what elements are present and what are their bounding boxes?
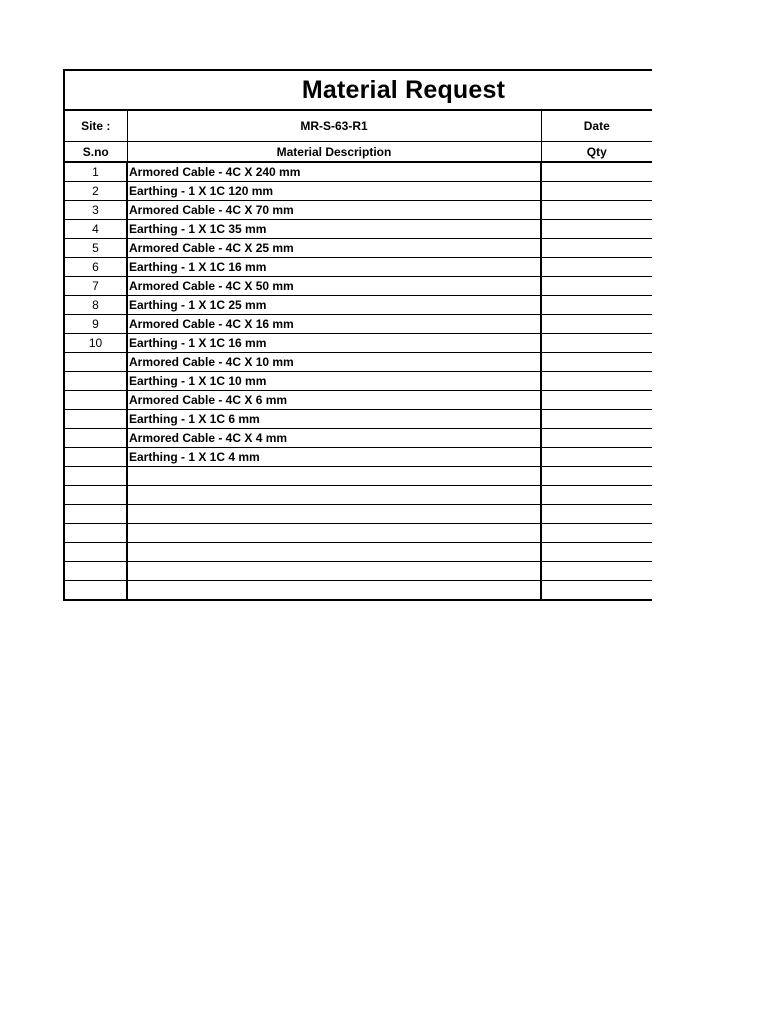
row-qty-cell[interactable] [541, 201, 652, 220]
row-description: Earthing - 1 X 1C 120 mm [127, 182, 541, 201]
page-title: Material Request [301, 75, 506, 104]
row-qty-cell[interactable] [541, 410, 652, 429]
row-sno: 9 [65, 315, 127, 334]
row-qty-cell[interactable] [541, 372, 652, 391]
row-sno: 8 [65, 296, 127, 315]
row-sno [65, 543, 127, 562]
row-description: Armored Cable - 4C X 70 mm [127, 201, 541, 220]
table-row [65, 201, 652, 220]
row-qty-cell[interactable] [541, 239, 652, 258]
row-sno [65, 429, 127, 448]
row-description [127, 581, 541, 600]
title-row [65, 71, 652, 111]
table-row [65, 448, 652, 467]
row-description: Earthing - 1 X 1C 6 mm [127, 410, 541, 429]
row-sno: 4 [65, 220, 127, 239]
row-qty-cell[interactable] [541, 220, 652, 239]
row-description: Armored Cable - 4C X 25 mm [127, 239, 541, 258]
material-table [65, 111, 652, 599]
table-row [65, 315, 652, 334]
row-sno [65, 448, 127, 467]
row-qty-cell[interactable] [541, 467, 652, 486]
row-qty-cell[interactable] [541, 296, 652, 315]
row-description: Armored Cable - 4C X 10 mm [127, 353, 541, 372]
column-header-qty: Qty [541, 142, 652, 163]
row-description: Earthing - 1 X 1C 4 mm [127, 448, 541, 467]
table-row [65, 372, 652, 391]
date-label: Date [541, 111, 652, 142]
row-description: Earthing - 1 X 1C 16 mm [127, 258, 541, 277]
column-header-row [65, 142, 652, 163]
table-row [65, 524, 652, 543]
table-row [65, 581, 652, 600]
row-description [127, 467, 541, 486]
row-sno [65, 372, 127, 391]
table-row [65, 220, 652, 239]
row-qty-cell[interactable] [541, 562, 652, 581]
table-row [65, 505, 652, 524]
row-qty-cell[interactable] [541, 581, 652, 600]
table-row [65, 277, 652, 296]
row-description: Armored Cable - 4C X 240 mm [127, 162, 541, 182]
row-description [127, 543, 541, 562]
row-description: Earthing - 1 X 1C 10 mm [127, 372, 541, 391]
row-description [127, 505, 541, 524]
table-row [65, 410, 652, 429]
table-row [65, 353, 652, 372]
row-sno: 1 [65, 162, 127, 182]
row-sno: 6 [65, 258, 127, 277]
row-description: Armored Cable - 4C X 6 mm [127, 391, 541, 410]
doc-number: MR-S-63-R1 [127, 111, 541, 142]
table-row [65, 543, 652, 562]
row-description: Earthing - 1 X 1C 35 mm [127, 220, 541, 239]
row-sno [65, 562, 127, 581]
row-qty-cell[interactable] [541, 543, 652, 562]
row-description [127, 486, 541, 505]
row-qty-cell[interactable] [541, 258, 652, 277]
row-description [127, 562, 541, 581]
row-sno [65, 467, 127, 486]
row-sno [65, 505, 127, 524]
row-description: Earthing - 1 X 1C 16 mm [127, 334, 541, 353]
table-row [65, 258, 652, 277]
row-sno [65, 391, 127, 410]
row-qty-cell[interactable] [541, 334, 652, 353]
table-row [65, 429, 652, 448]
row-description: Armored Cable - 4C X 50 mm [127, 277, 541, 296]
table-row [65, 296, 652, 315]
site-row [65, 111, 652, 142]
row-description: Earthing - 1 X 1C 25 mm [127, 296, 541, 315]
column-header-sno: S.no [65, 142, 127, 163]
table-row [65, 239, 652, 258]
row-qty-cell[interactable] [541, 486, 652, 505]
row-sno [65, 353, 127, 372]
row-description: Armored Cable - 4C X 16 mm [127, 315, 541, 334]
row-qty-cell[interactable] [541, 353, 652, 372]
table-row [65, 334, 652, 353]
table-row [65, 162, 652, 182]
row-description [127, 524, 541, 543]
table-row [65, 562, 652, 581]
row-sno: 7 [65, 277, 127, 296]
row-sno: 3 [65, 201, 127, 220]
row-sno [65, 524, 127, 543]
table-row [65, 486, 652, 505]
column-header-description: Material Description [127, 142, 541, 163]
row-qty-cell[interactable] [541, 429, 652, 448]
row-sno: 2 [65, 182, 127, 201]
row-sno: 10 [65, 334, 127, 353]
material-request-sheet [63, 69, 652, 601]
site-label: Site : [65, 111, 127, 142]
row-qty-cell[interactable] [541, 162, 652, 182]
row-qty-cell[interactable] [541, 505, 652, 524]
row-qty-cell[interactable] [541, 391, 652, 410]
row-qty-cell[interactable] [541, 277, 652, 296]
table-row [65, 182, 652, 201]
row-qty-cell[interactable] [541, 182, 652, 201]
row-sno [65, 581, 127, 600]
row-qty-cell[interactable] [541, 315, 652, 334]
table-row [65, 467, 652, 486]
table-row [65, 391, 652, 410]
row-qty-cell[interactable] [541, 524, 652, 543]
row-sno: 5 [65, 239, 127, 258]
row-sno [65, 486, 127, 505]
row-qty-cell[interactable] [541, 448, 652, 467]
row-description: Armored Cable - 4C X 4 mm [127, 429, 541, 448]
row-sno [65, 410, 127, 429]
